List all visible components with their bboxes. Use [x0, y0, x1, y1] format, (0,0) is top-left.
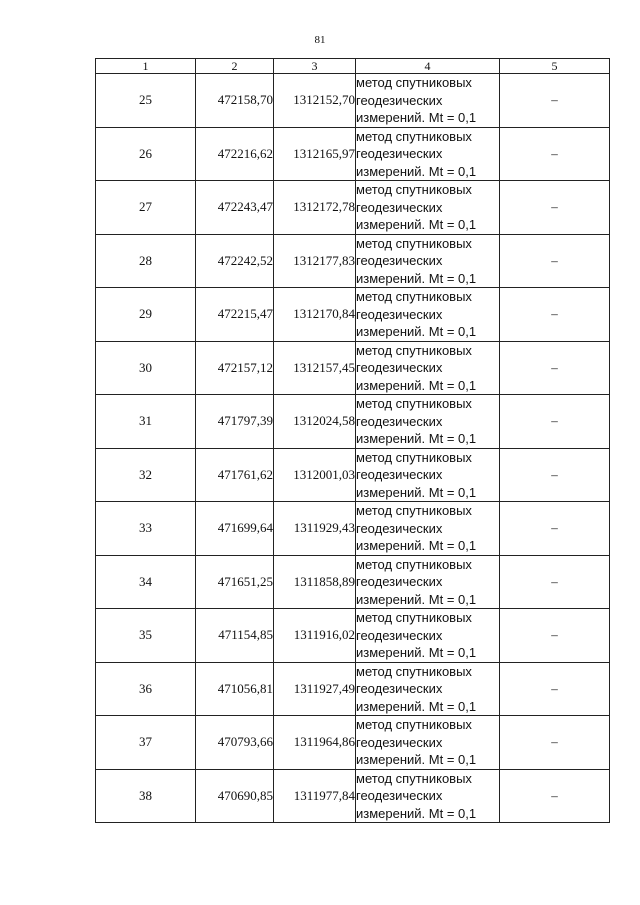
note-cell: – [500, 716, 610, 770]
x-coordinate-cell: 470690,85 [196, 769, 274, 823]
note-cell: – [500, 288, 610, 342]
note-cell: – [500, 662, 610, 716]
method-cell: метод спутниковых геодезических измерений. Mt = 0,1 [356, 395, 500, 449]
table-row [96, 716, 610, 770]
method-cell: метод спутниковых геодезических измерений. Mt = 0,1 [356, 341, 500, 395]
x-coordinate-cell: 471797,39 [196, 395, 274, 449]
point-number-cell: 33 [96, 502, 196, 556]
note-cell: – [500, 448, 610, 502]
point-number-cell: 38 [96, 769, 196, 823]
table-row [96, 181, 610, 235]
y-coordinate-cell: 1312177,83 [274, 234, 356, 288]
point-number-cell: 29 [96, 288, 196, 342]
method-cell: метод спутниковых геодезических измерений. Mt = 0,1 [356, 448, 500, 502]
note-cell: – [500, 341, 610, 395]
y-coordinate-cell: 1311858,89 [274, 555, 356, 609]
point-number-cell: 27 [96, 181, 196, 235]
x-coordinate-cell: 472215,47 [196, 288, 274, 342]
note-cell: – [500, 502, 610, 556]
column-header-1: 1 [96, 59, 196, 74]
table-row [96, 662, 610, 716]
method-cell: метод спутниковых геодезических измерений. Mt = 0,1 [356, 234, 500, 288]
point-number-cell: 34 [96, 555, 196, 609]
coordinates-table [95, 58, 610, 823]
x-coordinate-cell: 471056,81 [196, 662, 274, 716]
table-body [96, 74, 610, 823]
note-cell: – [500, 395, 610, 449]
point-number-cell: 36 [96, 662, 196, 716]
y-coordinate-cell: 1312165,97 [274, 127, 356, 181]
point-number-cell: 31 [96, 395, 196, 449]
note-cell: – [500, 555, 610, 609]
x-coordinate-cell: 470793,66 [196, 716, 274, 770]
y-coordinate-cell: 1311927,49 [274, 662, 356, 716]
y-coordinate-cell: 1311964,86 [274, 716, 356, 770]
point-number-cell: 25 [96, 74, 196, 128]
method-cell: метод спутниковых геодезических измерений. Mt = 0,1 [356, 769, 500, 823]
x-coordinate-cell: 471761,62 [196, 448, 274, 502]
point-number-cell: 26 [96, 127, 196, 181]
note-cell: – [500, 127, 610, 181]
column-header-4: 4 [356, 59, 500, 74]
method-cell: метод спутниковых геодезических измерений. Mt = 0,1 [356, 662, 500, 716]
note-cell: – [500, 74, 610, 128]
y-coordinate-cell: 1312172,78 [274, 181, 356, 235]
column-header-3: 3 [274, 59, 356, 74]
y-coordinate-cell: 1312001,03 [274, 448, 356, 502]
point-number-cell: 35 [96, 609, 196, 663]
method-cell: метод спутниковых геодезических измерений. Mt = 0,1 [356, 288, 500, 342]
column-header-5: 5 [500, 59, 610, 74]
method-cell: метод спутниковых геодезических измерений. Mt = 0,1 [356, 716, 500, 770]
y-coordinate-cell: 1311916,02 [274, 609, 356, 663]
table-row [96, 448, 610, 502]
table-row [96, 341, 610, 395]
method-cell: метод спутниковых геодезических измерений. Mt = 0,1 [356, 127, 500, 181]
table-row [96, 127, 610, 181]
point-number-cell: 32 [96, 448, 196, 502]
table-row [96, 555, 610, 609]
note-cell: – [500, 181, 610, 235]
x-coordinate-cell: 471651,25 [196, 555, 274, 609]
method-cell: метод спутниковых геодезических измерений. Mt = 0,1 [356, 502, 500, 556]
table-row [96, 769, 610, 823]
method-cell: метод спутниковых геодезических измерений. Mt = 0,1 [356, 74, 500, 128]
y-coordinate-cell: 1312170,84 [274, 288, 356, 342]
note-cell: – [500, 769, 610, 823]
point-number-cell: 37 [96, 716, 196, 770]
point-number-cell: 28 [96, 234, 196, 288]
method-cell: метод спутниковых геодезических измерений. Mt = 0,1 [356, 609, 500, 663]
y-coordinate-cell: 1312024,58 [274, 395, 356, 449]
table-row [96, 609, 610, 663]
method-cell: метод спутниковых геодезических измерений. Mt = 0,1 [356, 555, 500, 609]
note-cell: – [500, 609, 610, 663]
x-coordinate-cell: 472216,62 [196, 127, 274, 181]
x-coordinate-cell: 472157,12 [196, 341, 274, 395]
note-cell: – [500, 234, 610, 288]
x-coordinate-cell: 472243,47 [196, 181, 274, 235]
x-coordinate-cell: 471154,85 [196, 609, 274, 663]
page-number: 81 [314, 34, 326, 46]
table-row [96, 234, 610, 288]
x-coordinate-cell: 472242,52 [196, 234, 274, 288]
method-cell: метод спутниковых геодезических измерений. Mt = 0,1 [356, 181, 500, 235]
y-coordinate-cell: 1312152,70 [274, 74, 356, 128]
y-coordinate-cell: 1311977,84 [274, 769, 356, 823]
table-row [96, 502, 610, 556]
y-coordinate-cell: 1311929,43 [274, 502, 356, 556]
table-header [96, 59, 610, 74]
table-row [96, 74, 610, 128]
point-number-cell: 30 [96, 341, 196, 395]
column-header-2: 2 [196, 59, 274, 74]
header-row [96, 59, 610, 74]
x-coordinate-cell: 472158,70 [196, 74, 274, 128]
table-row [96, 288, 610, 342]
x-coordinate-cell: 471699,64 [196, 502, 274, 556]
y-coordinate-cell: 1312157,45 [274, 341, 356, 395]
table-row [96, 395, 610, 449]
